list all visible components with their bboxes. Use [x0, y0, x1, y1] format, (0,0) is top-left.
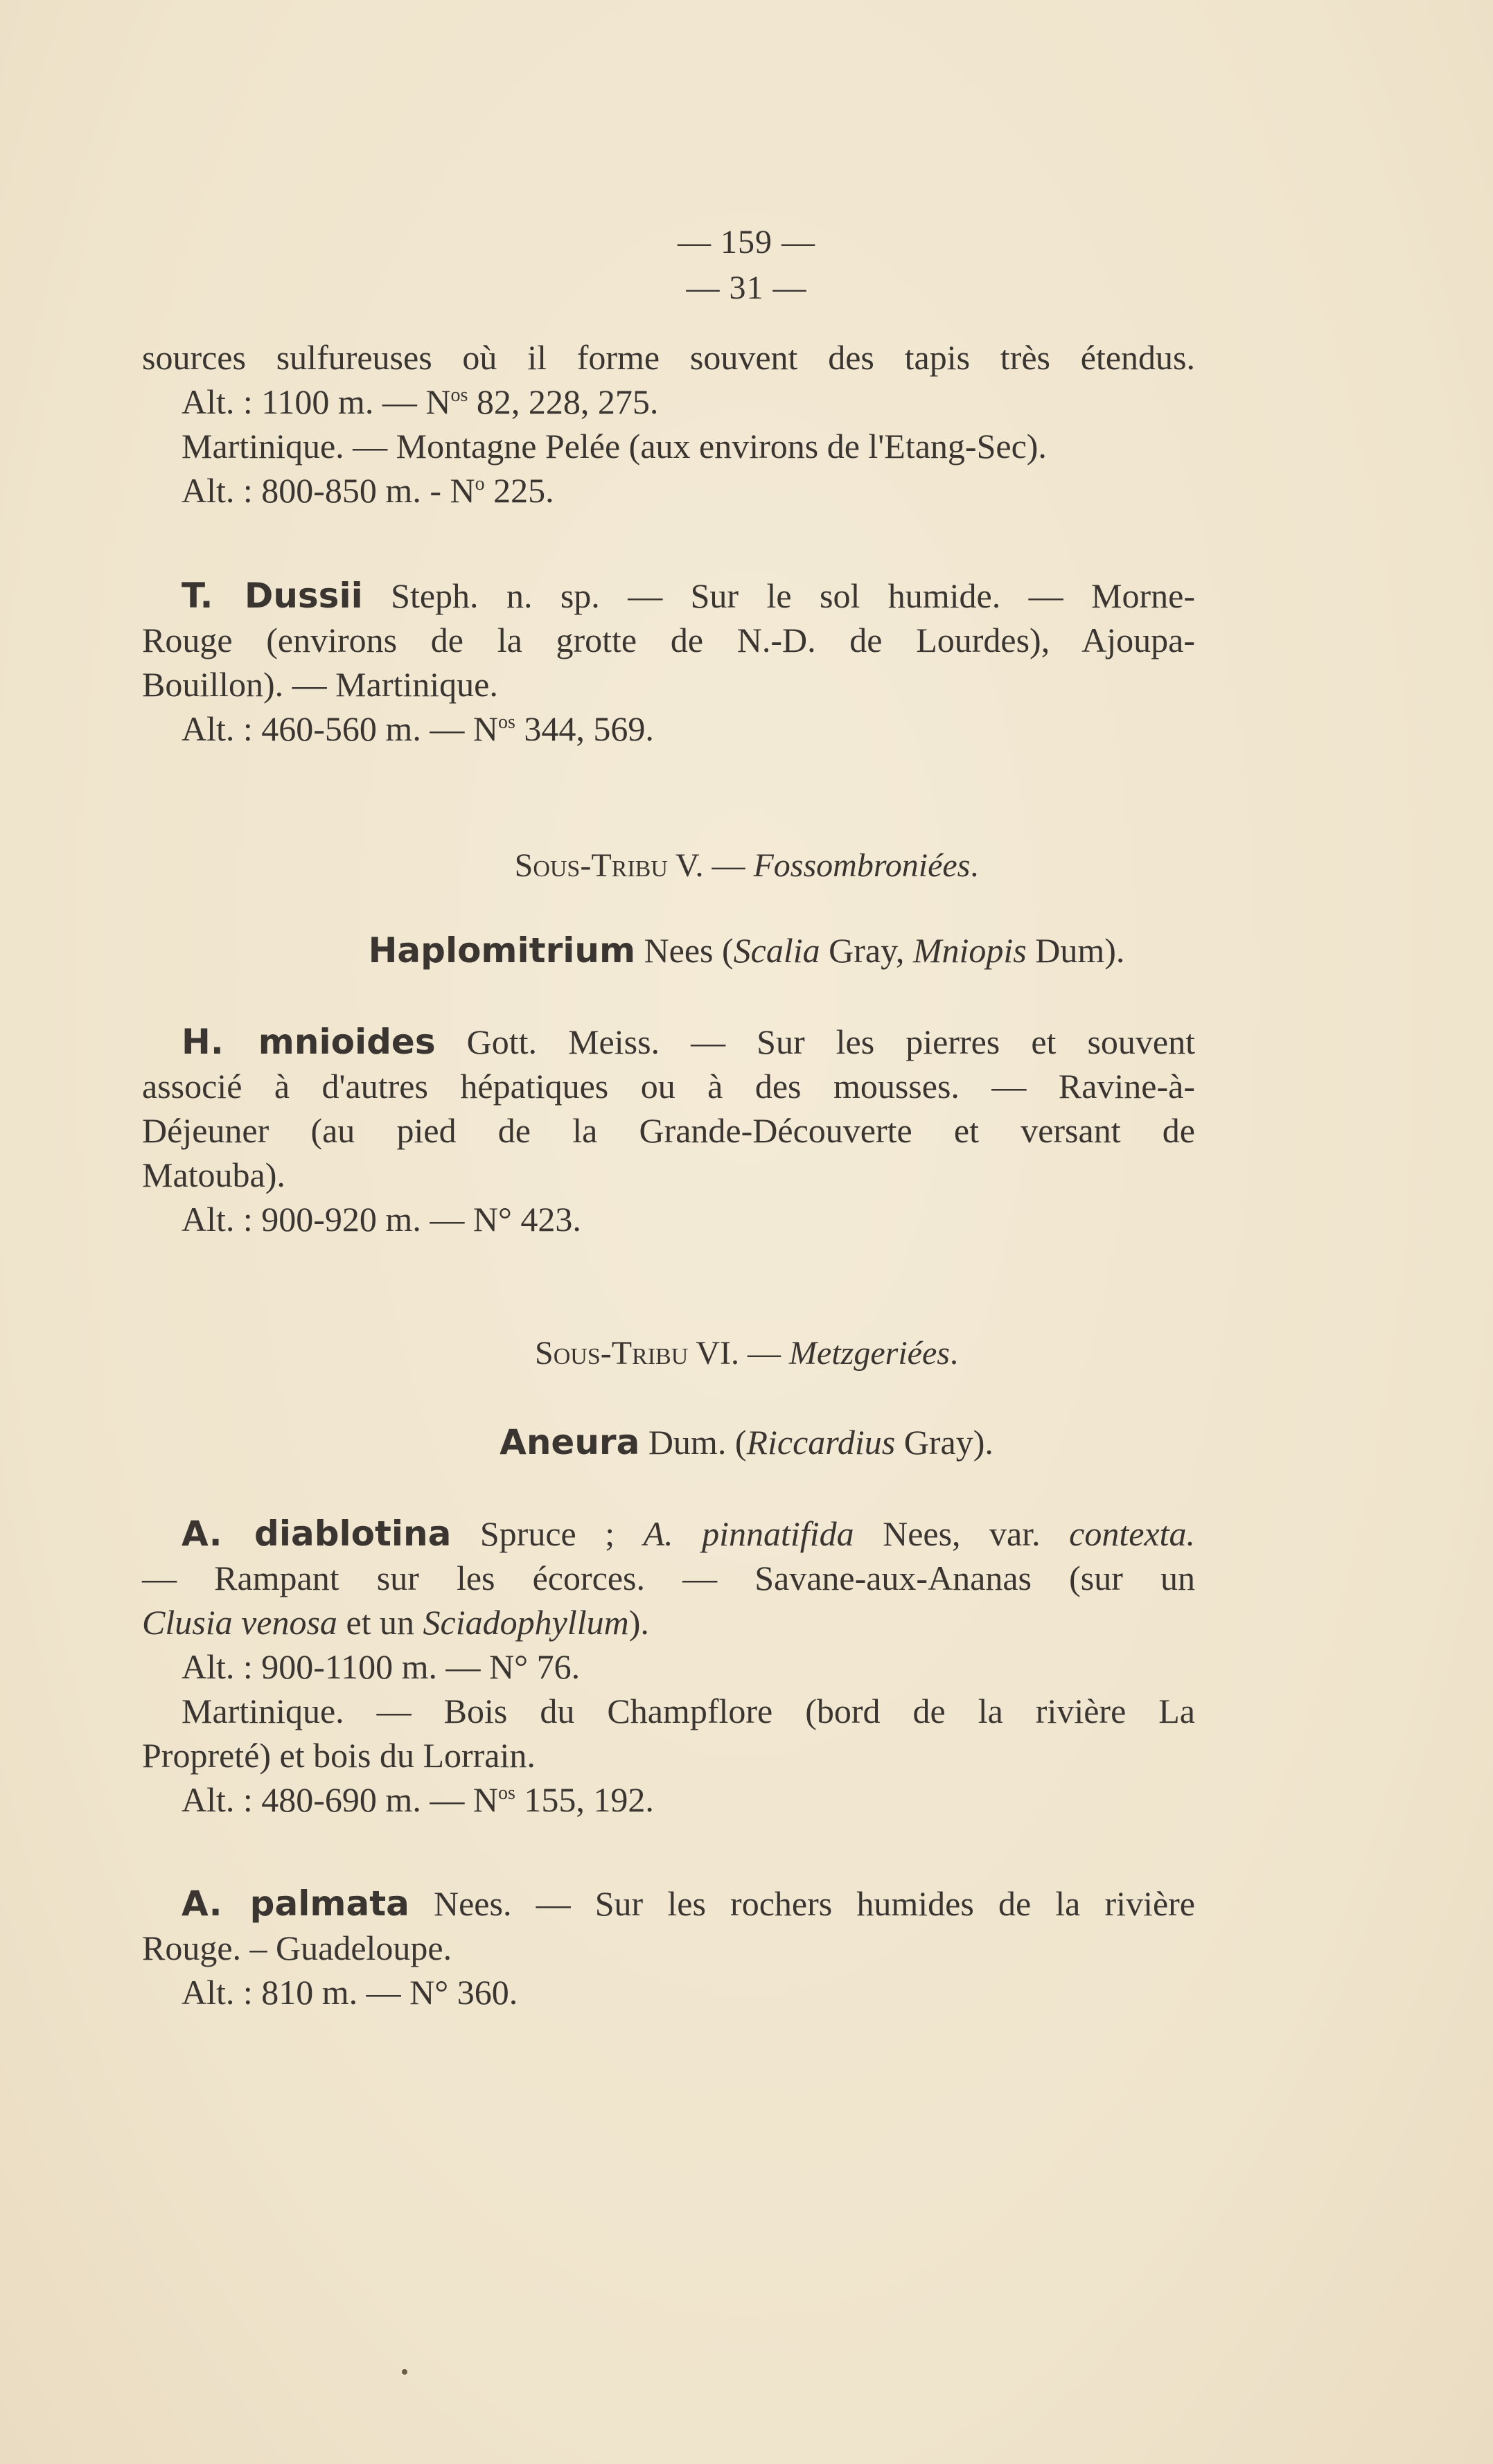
text-line: sources sulfureuses où il forme souvent des tapis très étendus.	[142, 338, 1195, 377]
altitude-line: Alt. : 900-920 m. — N° 423.	[182, 1200, 581, 1239]
altitude-line: Alt. : 1100 m. — $N^{os}$ 82, 228, 275.	[182, 382, 659, 421]
genus-heading-aneura: Aneura Dum. (Riccardius Gray).	[500, 1422, 993, 1462]
text-line: Rouge (environs de la grotte de N.-D. de Lourdes), Ajoupa-	[142, 621, 1195, 659]
subtribe-heading-v: Sous-Tribu V. — Fossombroniées.	[514, 847, 979, 884]
original-page-number: — 159 —	[678, 224, 815, 260]
genus-heading-haplomitrium: Haplomitrium Nees (Scalia Gray, Mniopis Dum).	[368, 930, 1125, 970]
altitude-line: Alt. : 480-690 m. — $N^{os}$ 155, 192.	[182, 1780, 654, 1819]
species-entry-a-palmata: A. palmata Nees. — Sur les rochers humides de la rivière	[182, 1884, 1195, 1924]
species-entry-a-diablotina: A. diablotina Spruce ; A. pinnatifida Nees, var. contexta.	[182, 1514, 1195, 1554]
text-line: Propreté) et bois du Lorrain.	[142, 1736, 536, 1775]
species-entry-h-mnioides: H. mnioides Gott. Meiss. — Sur les pierres et souvent	[182, 1022, 1195, 1062]
text-line: — Rampant sur les écorces. — Savane-aux-Ananas (sur un	[142, 1559, 1195, 1597]
text-line: Clusia venosa et un Sciadophyllum).	[142, 1603, 649, 1642]
altitude-line: Alt. : 810 m. — N° 360.	[182, 1973, 518, 2012]
species-entry-t-dussii: T. Dussii Steph. n. sp. — Sur le sol humide. — Morne-	[182, 576, 1195, 616]
altitude-line: Alt. : 800-850 m. - $N^o$ 225.	[182, 471, 554, 510]
text-line: associé à d'autres hépatiques ou à des mousses. — Ravine-à-	[142, 1067, 1195, 1106]
text-line: Rouge. – Guadeloupe.	[142, 1929, 452, 1967]
text-line: Martinique. — Bois du Champflore (bord de la rivière La	[182, 1692, 1195, 1730]
paper-speck	[402, 2369, 407, 2375]
altitude-line: Alt. : 460-560 m. — $N^{os}$ 344, 569.	[182, 709, 654, 748]
page-number: — 31 —	[686, 269, 807, 306]
text-line: Martinique. — Montagne Pelée (aux environs de l'Etang-Sec).	[182, 427, 1047, 466]
text-line: Déjeuner (au pied de la Grande-Découverte et versant de	[142, 1111, 1195, 1150]
text-line: Bouillon). — Martinique.	[142, 665, 498, 704]
altitude-line: Alt. : 900-1100 m. — N° 76.	[182, 1647, 581, 1686]
text-line: Matouba).	[142, 1155, 285, 1194]
subtribe-heading-vi: Sous-Tribu VI. — Metzgeriées.	[535, 1335, 958, 1372]
